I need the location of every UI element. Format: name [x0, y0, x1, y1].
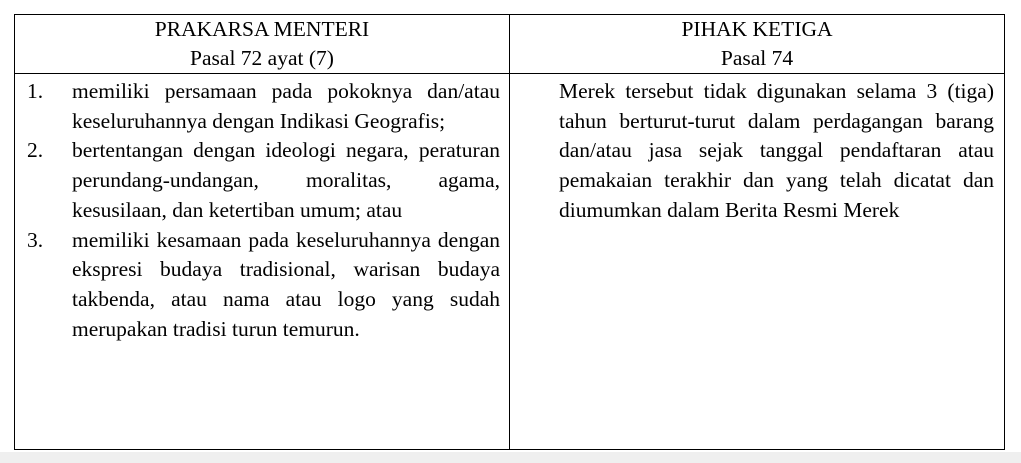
bottom-scroll-strip: [0, 452, 1021, 463]
list-item: [27, 136, 500, 225]
list-item-number: 3.: [27, 227, 44, 252]
left-header-cell: [15, 15, 510, 74]
comparison-table: [14, 14, 1005, 450]
right-body-cell: [510, 74, 1005, 450]
list-item-number: 2.: [27, 138, 44, 163]
left-body-cell: [15, 74, 510, 450]
list-item: [27, 226, 500, 345]
list-item-number: 1.: [27, 79, 44, 103]
left-header-title: PRAKARSA MENTERI: [154, 17, 370, 41]
right-body-text: Merek tersebut tidak digunakan selama 3 (tiga) tahun berturut-turut dalam perdagangan barang dan/atau jasa sejak tanggal pendaftaran atau pemakaian terakhir dan yang telah dicatat dan diumumkan dalam Berita Resmi Merek: [559, 79, 994, 222]
criteria-list: [15, 74, 509, 344]
list-item: [27, 77, 500, 136]
body-row: [15, 74, 1005, 450]
list-item-text: bertentangan dengan ideologi negara, peraturan perundang-undangan, moralitas, agama, kesusilaan, dan ketertiban umum; atau: [72, 138, 500, 222]
left-header-subtitle: Pasal 72 ayat (7): [190, 46, 334, 70]
header-row: [15, 15, 1005, 74]
list-item-text: memiliki kesamaan pada keseluruhannya dengan ekspresi budaya tradisional, warisan budaya takbenda, atau nama atau logo yang sudah merupakan tradisi turun temurun.: [72, 227, 500, 341]
right-header-subtitle: Pasal 74: [720, 46, 794, 70]
list-item-text: memiliki persamaan pada pokoknya dan/atau keseluruhannya dengan Indikasi Geografis;: [72, 79, 500, 133]
right-header-title: PIHAK KETIGA: [681, 17, 833, 41]
right-header-cell: [510, 15, 1005, 74]
